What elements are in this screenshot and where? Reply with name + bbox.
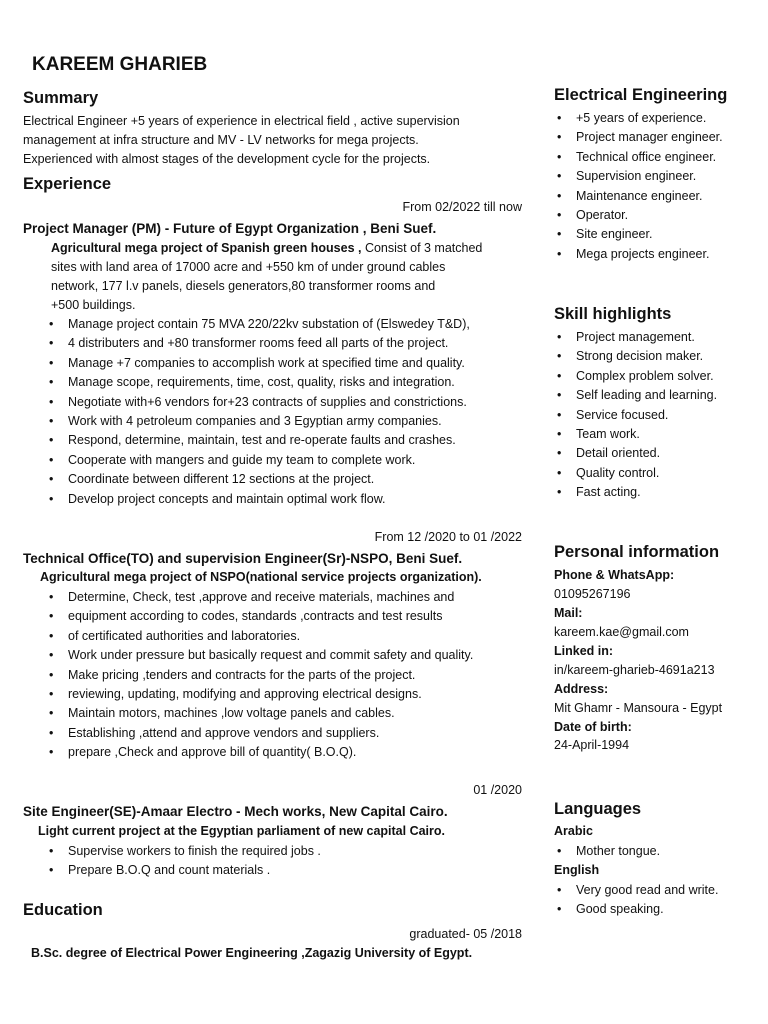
job-description-bold: Agricultural mega project of Spanish green houses , (51, 241, 362, 255)
language-arabic-label: Arabic (554, 824, 593, 838)
bullet-item: • Negotiate with+6 vendors for+23 contracts of supplies and constrictions. (47, 393, 470, 412)
job-description-rest: Consist of 3 matched (361, 241, 483, 255)
job-bullets (47, 588, 473, 763)
skills-list (555, 328, 717, 503)
bullet-item: • Quality control. (555, 464, 717, 483)
bullet-item: • Determine, Check, test ,approve and receive materials, machines and (47, 588, 473, 607)
bullet-item: • Complex problem solver. (555, 367, 717, 386)
linkedin-label: Linked in: (554, 644, 614, 658)
bullet-item: • Detail oriented. (555, 444, 717, 463)
bullet-item: • Technical office engineer. (555, 148, 723, 167)
bullet-item: • Cooperate with mangers and guide my team to complete work. (47, 451, 470, 470)
job-title: Site Engineer(SE)-Amaar Electro - Mech works, New Capital Cairo. (23, 804, 448, 819)
bullet-item: • Project management. (555, 328, 717, 347)
dob-label: Date of birth: (554, 720, 632, 734)
job-description-line: sites with land area of 17000 acre and +550 km of under ground cables (51, 260, 446, 274)
job-title: Technical Office(TO) and supervision Engineer(Sr)-NSPO, Beni Suef. (23, 551, 463, 566)
bullet-item: • Maintenance engineer. (555, 187, 723, 206)
languages-heading: Languages (554, 800, 642, 818)
experience-heading: Experience (23, 175, 112, 193)
bullet-continuation: • equipment according to codes, standards ,contracts and test results (47, 607, 473, 626)
summary-heading: Summary (23, 89, 99, 107)
bullet-item: • Work under pressure but basically request and commit safety and quality. (47, 646, 473, 665)
bullet-item: • prepare ,Check and approve bill of quantity( B.O.Q). (47, 743, 473, 762)
bullet-item: • Team work. (555, 425, 717, 444)
bullet-item: • Fast acting. (555, 483, 717, 502)
language-english-label: English (554, 863, 600, 877)
job-description-line: network, 177 l.v panels, diesels generators,80 transformer rooms and (51, 279, 436, 293)
job-date: 01 /2020 (473, 783, 522, 797)
summary-line: management at infra structure and MV - LV networks for mega projects. (23, 133, 419, 147)
job-title: Project Manager (PM) - Future of Egypt Organization , Beni Suef. (23, 221, 437, 236)
address-value: Mit Ghamr - Mansoura - Egypt (554, 701, 723, 715)
bullet-item: • Prepare B.O.Q and count materials . (47, 861, 321, 880)
arabic-list (555, 842, 660, 861)
bullet-item: • Supervision engineer. (555, 167, 723, 186)
job-date: From 02/2022 till now (402, 200, 522, 214)
english-list (555, 881, 718, 920)
bullet-item: • Service focused. (555, 406, 717, 425)
bullet-item: • Mother tongue. (555, 842, 660, 861)
candidate-name: KAREEM GHARIEB (32, 54, 208, 75)
bullet-item: • Good speaking. (555, 900, 718, 919)
summary-line: Electrical Engineer +5 years of experience in electrical field , active supervision (23, 114, 460, 128)
bullet-item: • Very good read and write. (555, 881, 718, 900)
bullet-item: • Site engineer. (555, 225, 723, 244)
bullet-item: • Manage project contain 75 MVA 220/22kv substation of (Elswedey T&D), (47, 315, 470, 334)
phone-value: 01095267196 (554, 587, 631, 601)
bullet-item: • Supervise workers to finish the required jobs . (47, 842, 321, 861)
bullet-continuation: • of certificated authorities and laboratories. (47, 627, 473, 646)
education-date: graduated- 05 /2018 (409, 927, 522, 941)
address-label: Address: (554, 682, 609, 696)
bullet-item: • Manage +7 companies to accomplish work at specified time and quality. (47, 354, 470, 373)
education-heading: Education (23, 901, 103, 919)
job-description: Light current project at the Egyptian parliament of new capital Cairo. (38, 824, 446, 838)
bullet-item: • reviewing, updating, modifying and approving electrical designs. (47, 685, 473, 704)
mail-value: kareem.kae@gmail.com (554, 625, 689, 639)
bullet-item: • Develop project concepts and maintain optimal work flow. (47, 490, 470, 509)
job-description-line: +500 buildings. (51, 298, 136, 312)
job-description (51, 239, 482, 258)
job-description: Agricultural mega project of NSPO(national service projects organization). (40, 570, 482, 584)
job-date: From 12 /2020 to 01 /2022 (374, 530, 522, 544)
bullet-item: • Maintain motors, machines ,low voltage panels and cables. (47, 704, 473, 723)
bullet-item: • Establishing ,attend and approve vendors and suppliers. (47, 724, 473, 743)
electrical-heading: Electrical Engineering (554, 86, 728, 104)
bullet-item: • +5 years of experience. (555, 109, 723, 128)
electrical-list (555, 109, 723, 264)
bullet-item: • Coordinate between different 12 sections at the project. (47, 470, 470, 489)
bullet-item: • Make pricing ,tenders and contracts for the parts of the project. (47, 666, 473, 685)
summary-line: Experienced with almost stages of the development cycle for the projects. (23, 152, 431, 166)
job-bullets (47, 315, 470, 509)
bullet-item: • Operator. (555, 206, 723, 225)
bullet-item: • Project manager engineer. (555, 128, 723, 147)
personal-heading: Personal information (554, 543, 720, 561)
bullet-item: • Work with 4 petroleum companies and 3 Egyptian army companies. (47, 412, 470, 431)
bullet-item: • Self leading and learning. (555, 386, 717, 405)
mail-label: Mail: (554, 606, 583, 620)
phone-label: Phone & WhatsApp: (554, 568, 675, 582)
dob-value: 24-April-1994 (554, 738, 630, 752)
linkedin-value: in/kareem-gharieb-4691a213 (554, 663, 715, 677)
bullet-item: • Respond, determine, maintain, test and re-operate faults and crashes. (47, 431, 470, 450)
bullet-item: • Strong decision maker. (555, 347, 717, 366)
bullet-item: • Mega projects engineer. (555, 245, 723, 264)
skills-heading: Skill highlights (554, 305, 672, 323)
education-degree: B.Sc. degree of Electrical Power Engineering ,Zagazig University of Egypt. (31, 946, 473, 960)
job-bullets (47, 842, 321, 881)
bullet-continuation: • 4 distributers and +80 transformer rooms feed all parts of the project. (47, 334, 470, 353)
bullet-item: • Manage scope, requirements, time, cost, quality, risks and integration. (47, 373, 470, 392)
